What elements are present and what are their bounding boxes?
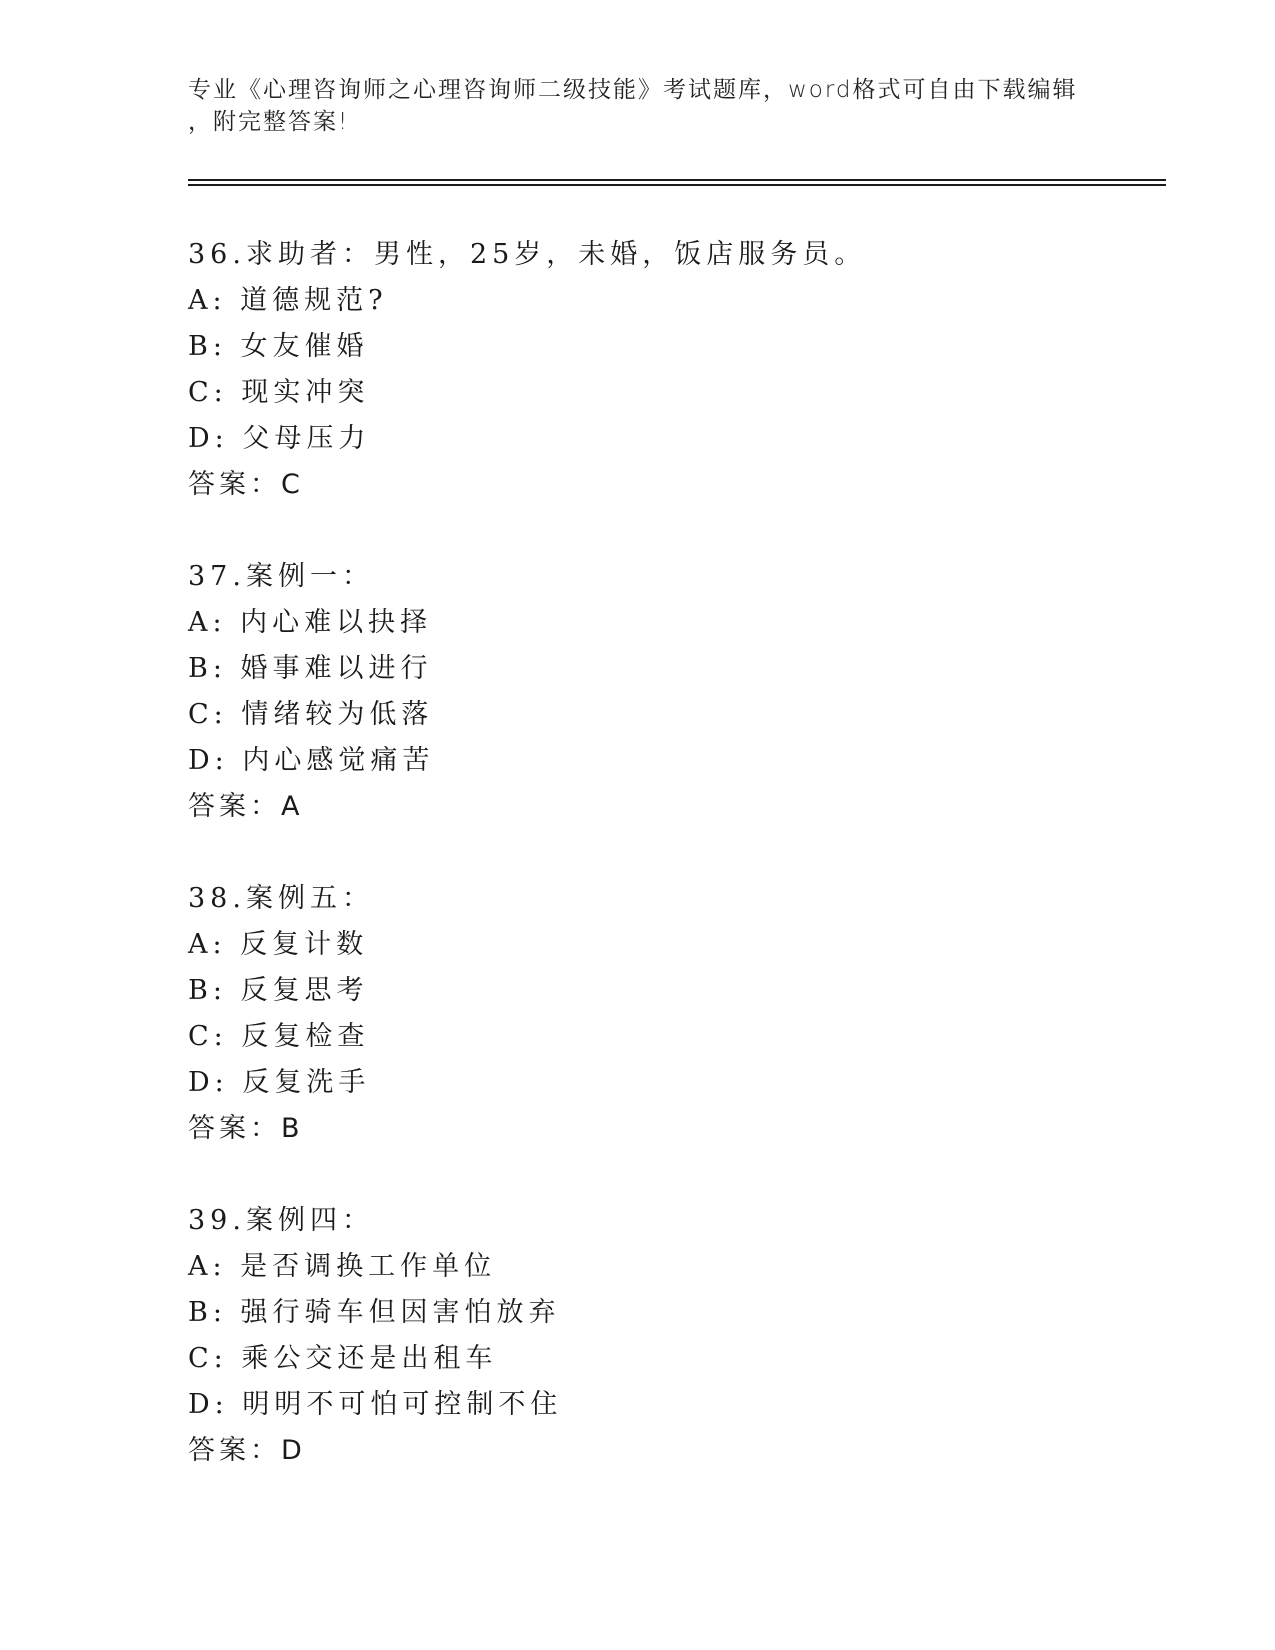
header-line-2: ，附完整答案! [188,109,350,135]
option-c: C: 反复检查 [188,1021,370,1052]
option-c: C: 情绪较为低落 [188,699,434,730]
option-d: D: 内心感觉痛苦 [188,745,435,776]
option-c: C: 现实冲突 [188,377,370,408]
option-d: D: 明明不可怕可控制不住 [188,1389,563,1420]
answer-key: 答案：D [188,1435,306,1466]
option-b: B: 婚事难以进行 [188,653,433,684]
option-d: D: 反复洗手 [188,1067,371,1098]
option-c: C: 乘公交还是出租车 [188,1343,498,1374]
option-a: A: 道德规范? [188,285,388,316]
question-37 [188,554,1148,830]
answer-key: 答案：C [188,469,304,500]
question-38 [188,876,1148,1152]
question-39 [188,1198,1148,1474]
option-b: B: 女友催婚 [188,331,369,362]
option-a: A: 内心难以抉择 [188,607,433,638]
question-list [188,232,1148,1520]
document-header [188,74,1088,138]
header-line-1: 专业《心理咨询师之心理咨询师二级技能》考试题库，word格式可自由下载编辑 [188,77,1078,103]
question-stem: 37.案例一： [188,561,374,592]
option-b: B: 强行骑车但因害怕放弃 [188,1297,561,1328]
header-divider-top [188,179,1166,181]
option-a: A: 反复计数 [188,929,369,960]
question-stem: 36.求助者：男性，25岁，未婚，饭店服务员。 [188,239,867,270]
option-a: A: 是否调换工作单位 [188,1251,497,1282]
header-divider-bottom [188,184,1166,186]
answer-key: 答案：B [188,1113,304,1144]
question-36 [188,232,1148,508]
question-stem: 38.案例五： [188,883,374,914]
answer-key: 答案：A [188,791,304,822]
option-b: B: 反复思考 [188,975,369,1006]
question-stem: 39.案例四： [188,1205,374,1236]
option-d: D: 父母压力 [188,423,371,454]
